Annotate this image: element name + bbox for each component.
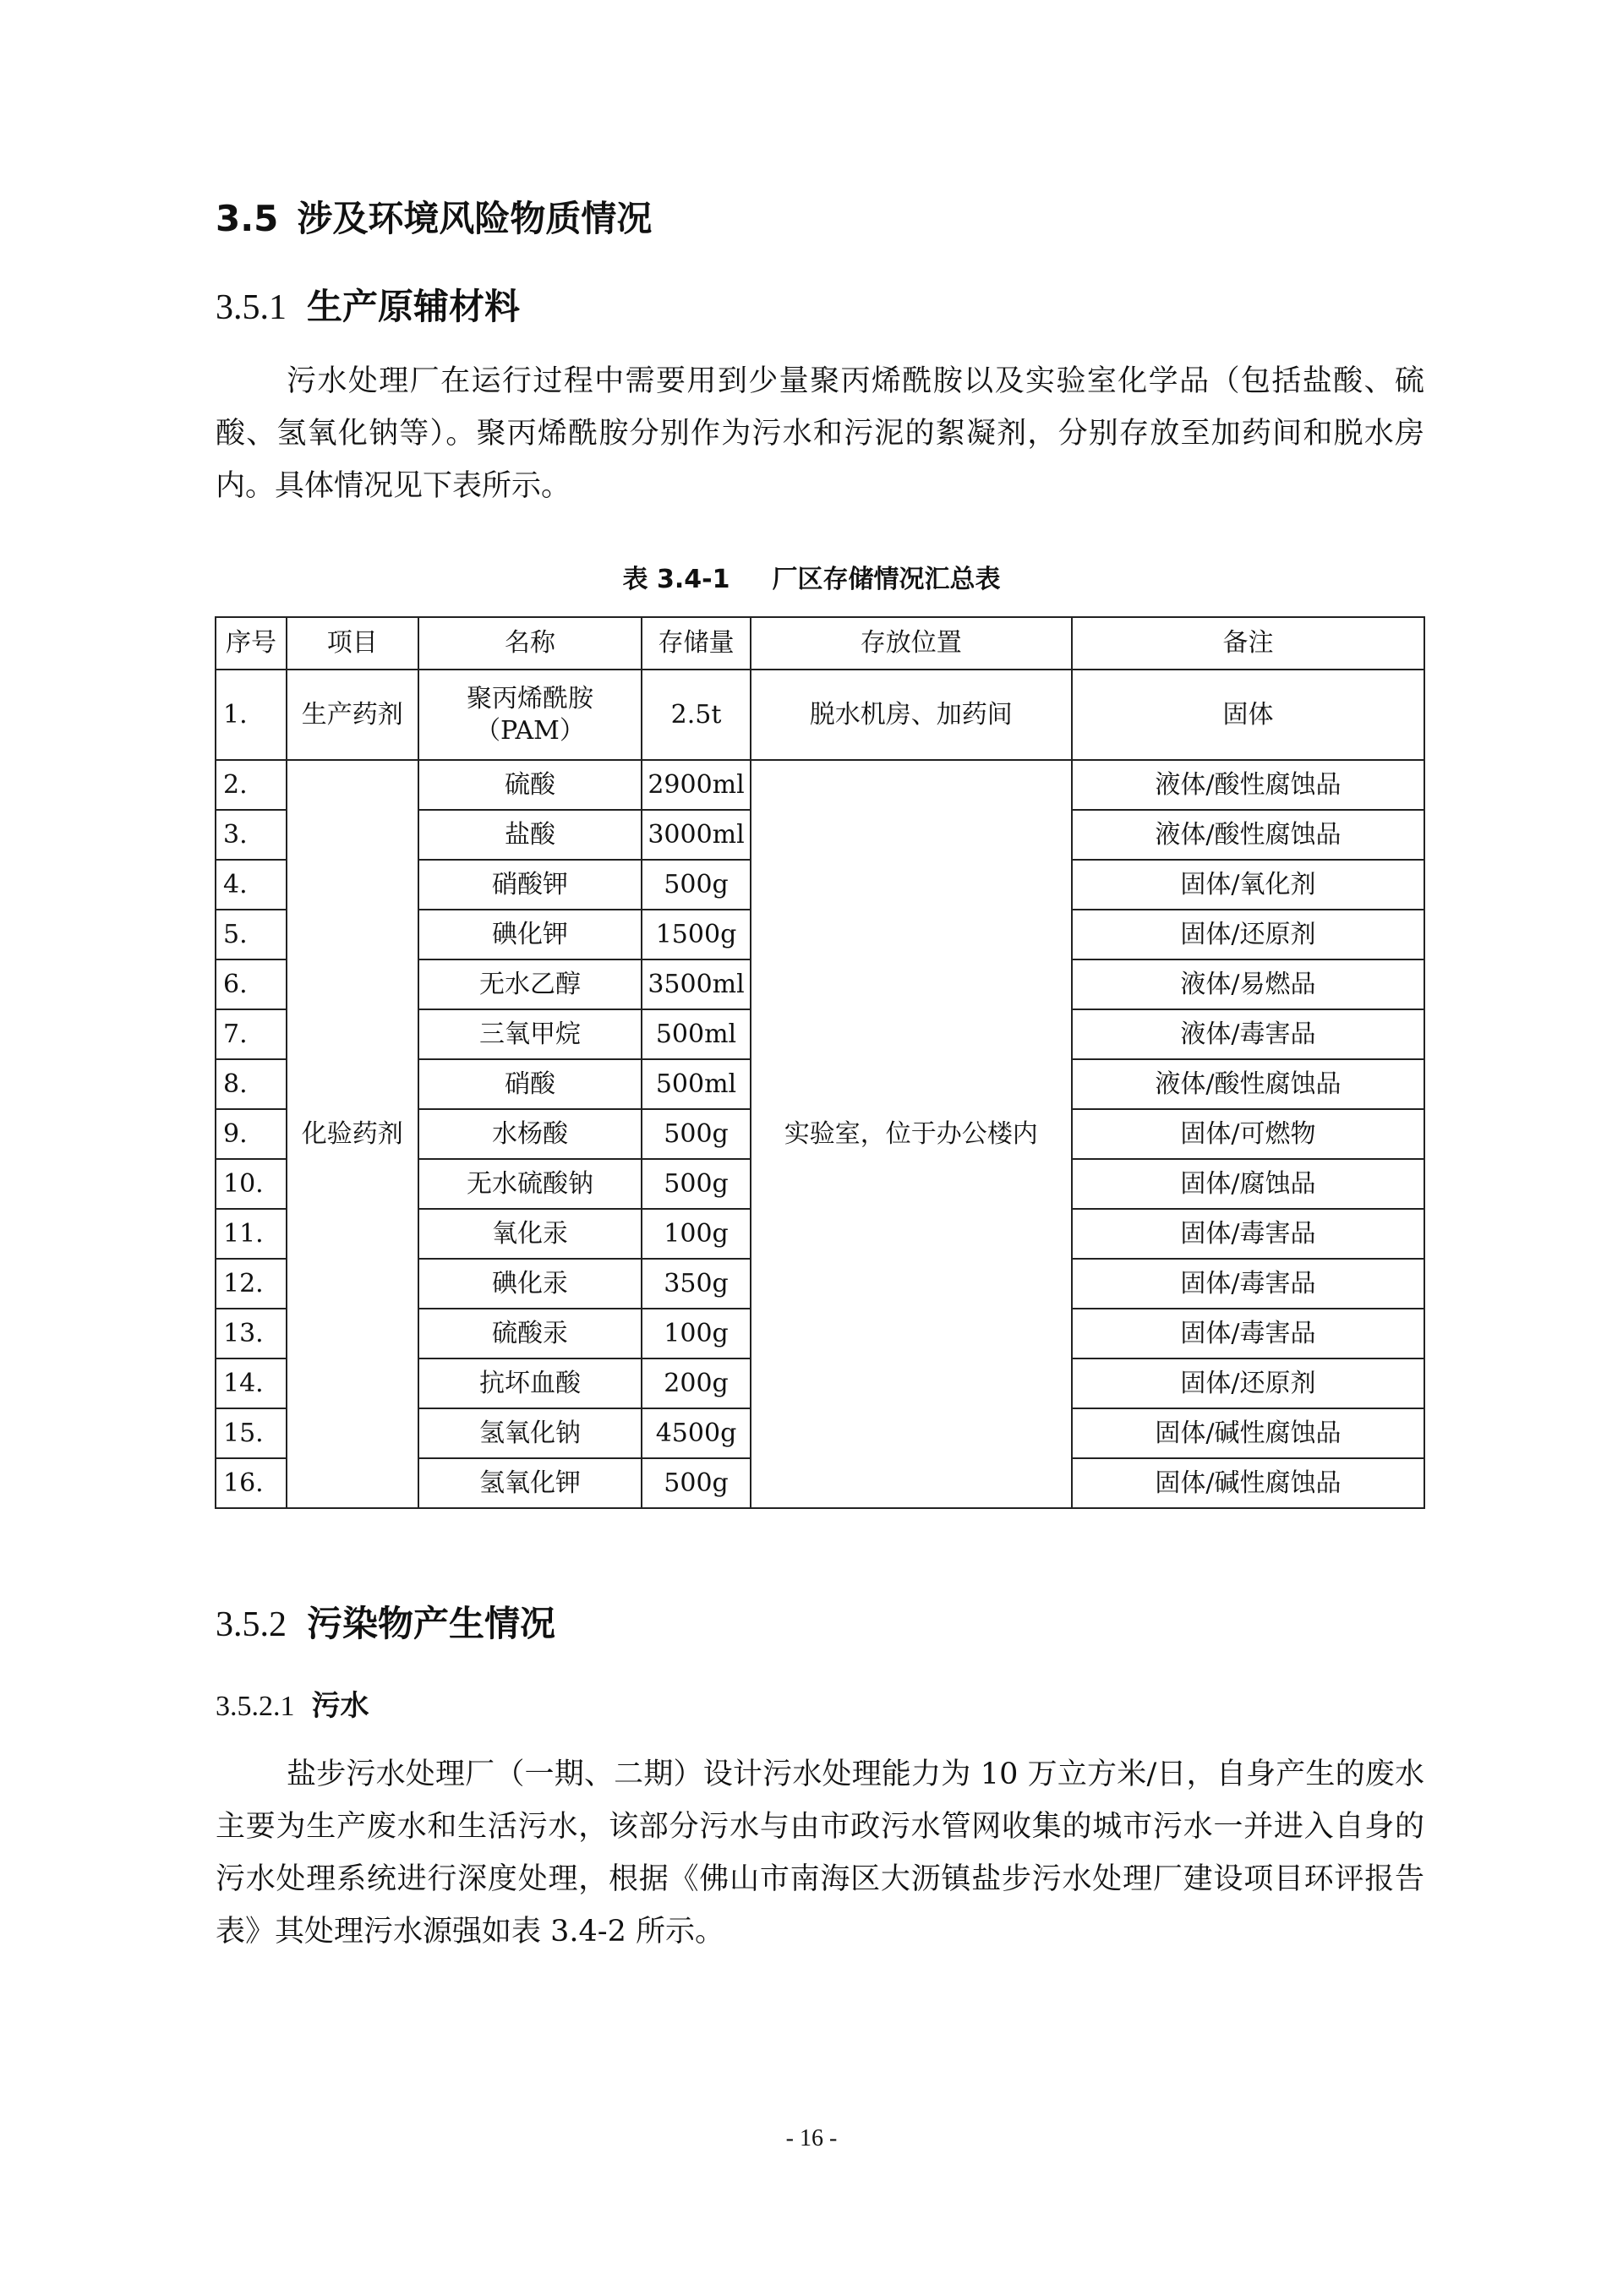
section-number: 3.5 (216, 198, 279, 239)
cell-note: 固体/还原剂 (1072, 1358, 1424, 1408)
cell-name: 硫酸 (418, 760, 642, 810)
cell-amount: 500ml (642, 1059, 750, 1109)
cell-name: 三氧甲烷 (418, 1009, 642, 1059)
cell-name: 抗坏血酸 (418, 1358, 642, 1408)
cell-amount: 500g (642, 1458, 750, 1508)
cell-amount: 100g (642, 1309, 750, 1358)
table-row (216, 760, 1424, 810)
cell-name: 硝酸 (418, 1059, 642, 1109)
cell-note: 固体/毒害品 (1072, 1209, 1424, 1259)
cell-amount: 500g (642, 1159, 750, 1209)
cell-name: 碘化钾 (418, 910, 642, 959)
cell-seq: 7. (216, 1009, 287, 1059)
cell-note: 固体 (1072, 670, 1424, 760)
cell-amount: 500ml (642, 1009, 750, 1059)
cell-name: 硝酸钾 (418, 860, 642, 910)
cell-seq: 10. (216, 1159, 287, 1209)
cell-seq: 1. (216, 670, 287, 760)
cell-location: 脱水机房、加药间 (751, 670, 1072, 760)
cell-note: 固体/可燃物 (1072, 1109, 1424, 1159)
cell-name: 碘化汞 (418, 1259, 642, 1309)
cell-location-group: 实验室，位于办公楼内 (751, 760, 1072, 1508)
cell-seq: 16. (216, 1458, 287, 1508)
cell-note: 液体/酸性腐蚀品 (1072, 760, 1424, 810)
cell-name: 氧化汞 (418, 1209, 642, 1259)
subsection-number: 3.5.1 (216, 288, 287, 327)
subsection-title: 污染物产生情况 (307, 1603, 556, 1644)
cell-name: 无水乙醇 (418, 959, 642, 1009)
subsubsection-number: 3.5.2.1 (216, 1691, 295, 1722)
cell-name (418, 670, 642, 760)
storage-table (215, 616, 1425, 1509)
cell-amount: 350g (642, 1259, 750, 1309)
cell-name-line1: 聚丙烯酰胺 (466, 683, 593, 713)
header-amount: 存储量 (642, 617, 750, 670)
cell-note: 固体/毒害品 (1072, 1259, 1424, 1309)
cell-note: 固体/毒害品 (1072, 1309, 1424, 1358)
subsubsection-title: 污水 (311, 1689, 369, 1723)
cell-note: 液体/毒害品 (1072, 1009, 1424, 1059)
cell-amount: 200g (642, 1358, 750, 1408)
cell-name: 无水硫酸钠 (418, 1159, 642, 1209)
cell-seq: 11. (216, 1209, 287, 1259)
cell-amount: 2.5t (642, 670, 750, 760)
cell-seq: 2. (216, 760, 287, 810)
cell-amount: 4500g (642, 1408, 750, 1458)
intro-paragraph: 污水处理厂在运行过程中需要用到少量聚丙烯酰胺以及实验室化学品（包括盐酸、硫酸、氢氧化钠等）。聚丙烯酰胺分别作为污水和污泥的絮凝剂，分别存放至加药间和脱水房内。具体情况见下表所示。 (216, 364, 1424, 503)
cell-seq: 9. (216, 1109, 287, 1159)
table-caption-label: 表 3.4-1 (622, 565, 730, 594)
subsection-heading (216, 1596, 555, 1647)
cell-name: 氢氧化钾 (418, 1458, 642, 1508)
cell-amount: 1500g (642, 910, 750, 959)
table-row (216, 670, 1424, 760)
cell-note: 液体/易燃品 (1072, 959, 1424, 1009)
cell-note: 固体/碱性腐蚀品 (1072, 1408, 1424, 1458)
cell-seq: 5. (216, 910, 287, 959)
cell-amount: 500g (642, 860, 750, 910)
cell-name: 硫酸汞 (418, 1309, 642, 1358)
table-header-row (216, 617, 1424, 670)
header-note: 备注 (1072, 617, 1424, 670)
header-name: 名称 (418, 617, 642, 670)
header-location: 存放位置 (751, 617, 1072, 670)
cell-amount: 3000ml (642, 810, 750, 860)
header-seq: 序号 (216, 617, 287, 670)
cell-seq: 15. (216, 1408, 287, 1458)
cell-seq: 8. (216, 1059, 287, 1109)
cell-name: 氢氧化钠 (418, 1408, 642, 1458)
subsubsection-heading (216, 1682, 369, 1724)
cell-note: 固体/还原剂 (1072, 910, 1424, 959)
cell-name-line2: （PAM） (475, 715, 585, 746)
cell-seq: 4. (216, 860, 287, 910)
cell-name: 水杨酸 (418, 1109, 642, 1159)
section-title: 涉及环境风险物质情况 (297, 198, 653, 239)
cell-amount: 500g (642, 1109, 750, 1159)
cell-name: 盐酸 (418, 810, 642, 860)
cell-item-group: 化验药剂 (287, 760, 418, 1508)
cell-amount: 3500ml (642, 959, 750, 1009)
cell-note: 固体/腐蚀品 (1072, 1159, 1424, 1209)
cell-note: 固体/碱性腐蚀品 (1072, 1458, 1424, 1508)
cell-seq: 6. (216, 959, 287, 1009)
wastewater-paragraph: 盐步污水处理厂（一期、二期）设计污水处理能力为 10 万立方米/日，自身产生的废水主要为生产废水和生活污水，该部分污水与由市政污水管网收集的城市污水一并进入自身的污水处理系统进行深度处理，根据《佛山市南海区大沥镇盐步污水处理厂建设项目环评报告表》其处理污水源强如表 3.4-2 所示。 (216, 1758, 1424, 1949)
subsection-heading (216, 279, 520, 330)
cell-seq: 13. (216, 1309, 287, 1358)
cell-amount: 100g (642, 1209, 750, 1259)
cell-note: 固体/氧化剂 (1072, 860, 1424, 910)
cell-seq: 3. (216, 810, 287, 860)
table-caption-title: 厂区存储情况汇总表 (772, 565, 1001, 594)
subsection-number: 3.5.2 (216, 1605, 287, 1644)
cell-note: 液体/酸性腐蚀品 (1072, 1059, 1424, 1109)
cell-amount: 2900ml (642, 760, 750, 810)
cell-seq: 14. (216, 1358, 287, 1408)
header-item: 项目 (287, 617, 418, 670)
cell-note: 液体/酸性腐蚀品 (1072, 810, 1424, 860)
cell-item: 生产药剂 (287, 670, 418, 760)
page-number: - 16 - (785, 2125, 838, 2151)
section-heading (216, 191, 652, 242)
cell-seq: 12. (216, 1259, 287, 1309)
subsection-title: 生产原辅材料 (307, 286, 521, 327)
table-caption (0, 558, 1623, 595)
